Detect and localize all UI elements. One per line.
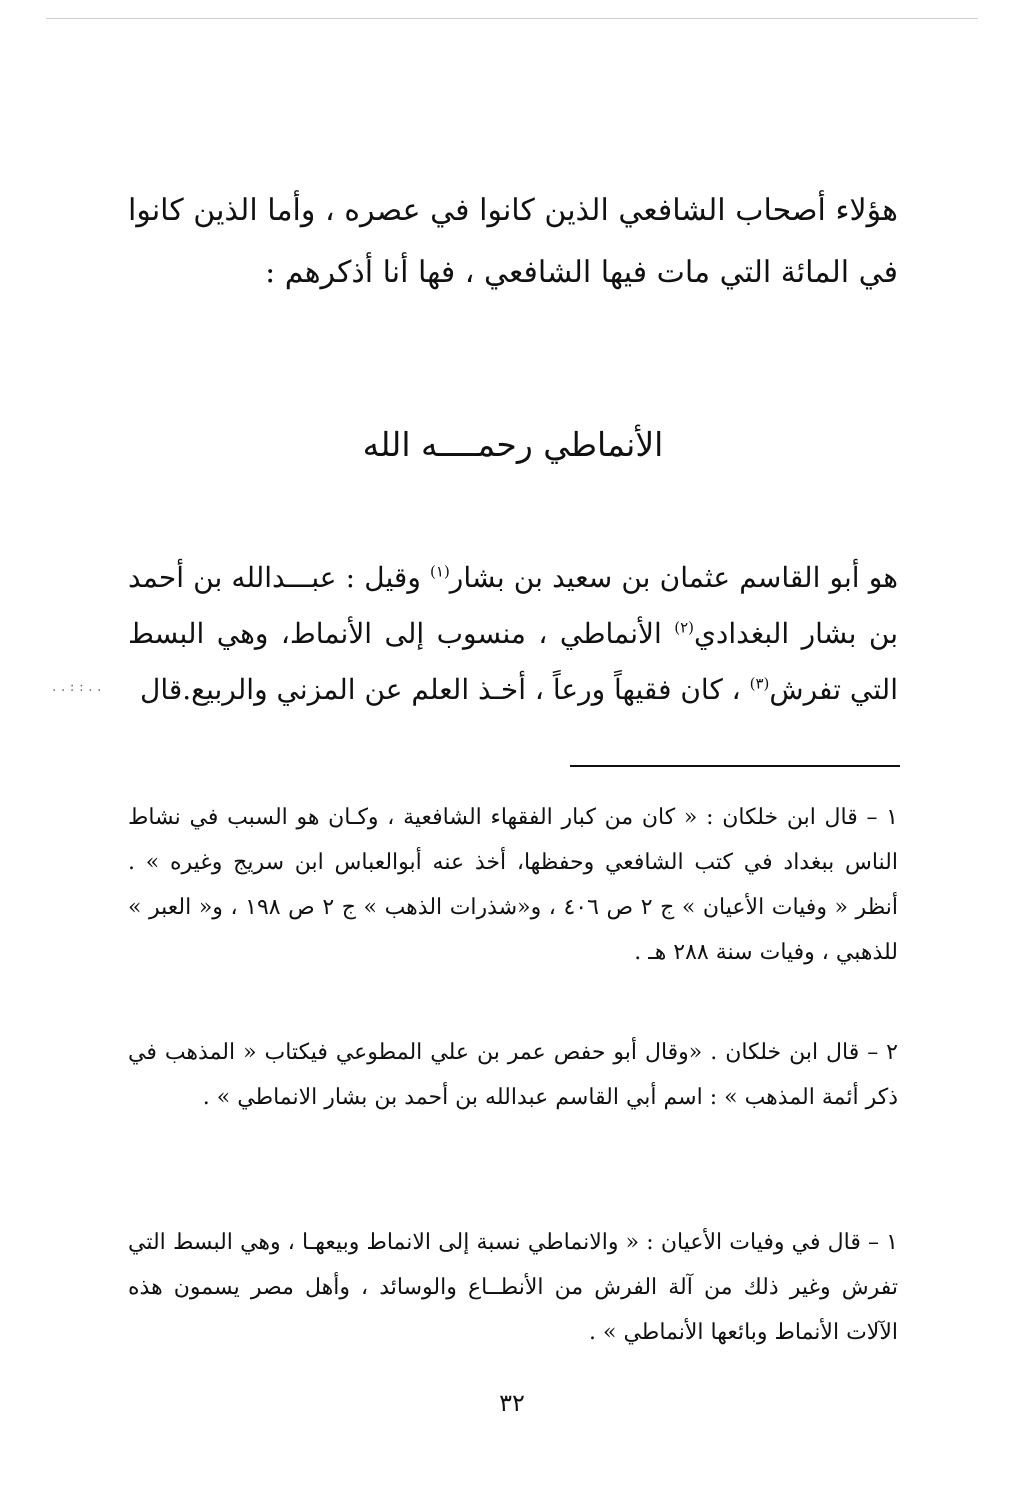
- biography-text-part-1: هو أبو القاسم عثمان بن سعيد بن بشار: [449, 561, 898, 594]
- intro-paragraph: هؤلاء أصحاب الشافعي الذين كانوا في عصره ، وأما الذين كانوا في المائة التي مات فيها الشافعي ، فها أنا أذكرهم :: [128, 193, 898, 290]
- biography-text-part-2: وقيل : عبـــدالله بن أحمد بن بشار البغدادي: [128, 561, 898, 650]
- biography-paragraph: [128, 550, 898, 718]
- margin-dots: . . : : . .: [52, 679, 102, 695]
- footnote-3: ١ – قال في وفيات الأعيان : « والانماطي نسبة إلى الانماط وبيعهـا ، وهي البسط التي تفرش وغير ذلك من آلة الفرش من الأنطــاع والوسائد ، وأهل مصر يسمون هذه الآلات الأنماط وبائعها الأنماطي » .: [128, 1230, 898, 1345]
- footnote-marker-1: (١): [430, 562, 450, 581]
- page-number: ٣٢: [499, 1389, 525, 1417]
- biography-text-part-3: الأنماطي ، منسوب إلى الأنماط، وهي البسط التي تفرش: [128, 617, 898, 706]
- footnote-marker-2: (٢): [674, 618, 694, 637]
- footnote-separator: [570, 765, 900, 767]
- footnote-2: ٢ – قال ابن خلكان . «وقال أبو حفص عمر بن علي المطوعي فيكتاب « المذهب في ذكر أئمة المذهب » : اسم أبي القاسم عبدالله بن أحمد بن بشار الانماطي » .: [128, 1040, 898, 1110]
- top-rule: [46, 18, 978, 19]
- section-title: الأنماطي رحمــــه الله: [362, 425, 664, 464]
- footnote-1: ١ – قال ابن خلكان : « كان من كبار الفقهاء الشافعية ، وكـان هو السبب في نشاط الناس ببغداد في كتب الشافعي وحفظها، أخذ عنه أبوالعباس ابن سريج وغيره » . أنظر « وفيات الأعيان » ج ٢ ص ٤٠٦ ، و«شذرات الذهب » ج ٢ ص ١٩٨ ، و« العبر » للذهبي ، وفيات سنة ٢٨٨ هـ .: [128, 805, 898, 965]
- footnote-marker-3: (٣): [749, 674, 770, 693]
- biography-text-part-4: ، كان فقيهاً ورعاً ، أخـذ العلم عن المزني والربيع.قال: [140, 673, 750, 706]
